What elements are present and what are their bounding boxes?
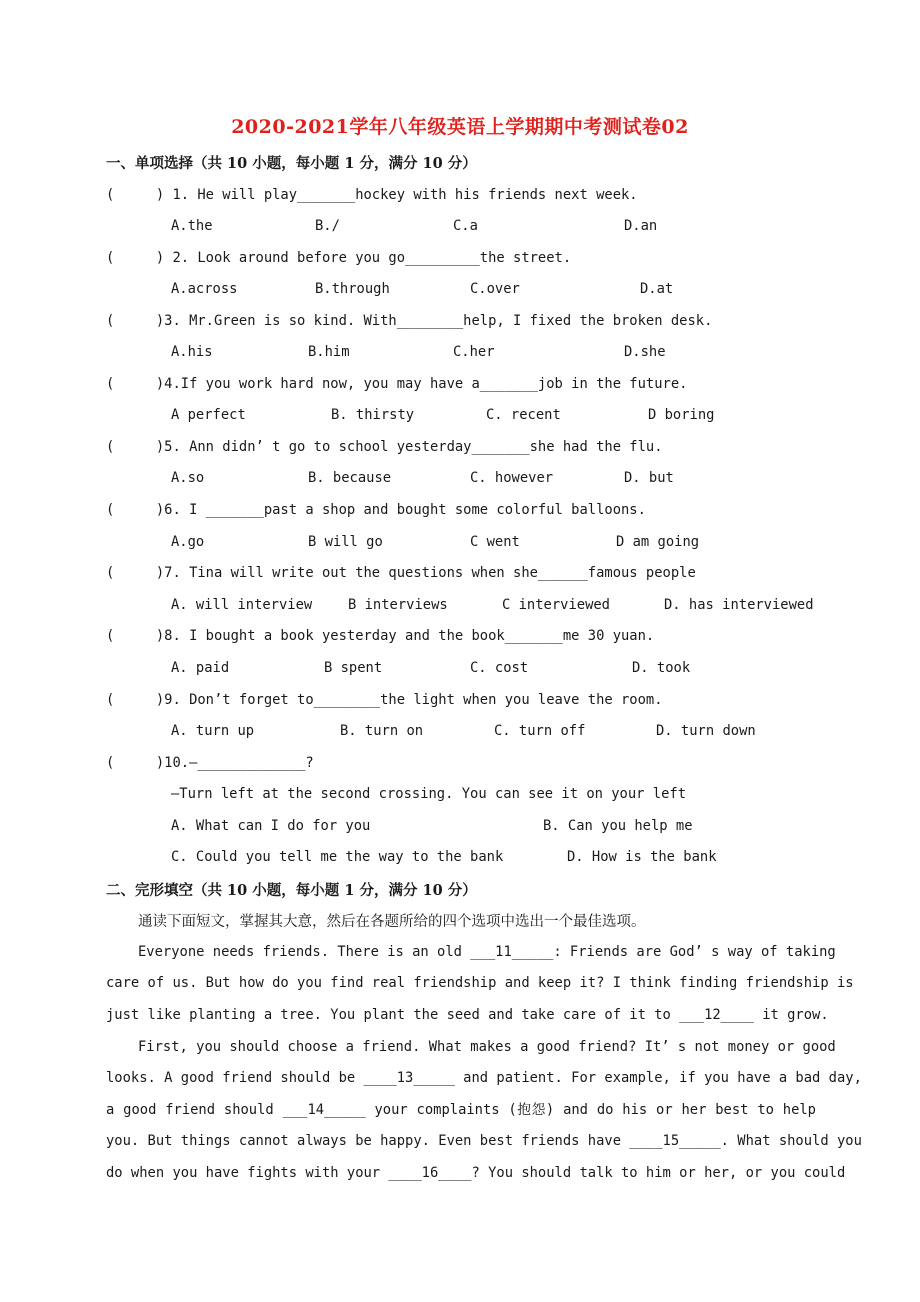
option-b: B./ [315,218,340,234]
option-b: B. turn on [340,723,424,739]
option-c: C. however [470,470,554,486]
question-stem: ( )7. Tina will write out the questions when she______famous people [106,565,696,581]
passage-line: just like planting a tree. You plant the seed and take care of it to ___12____ it grow. [106,1007,829,1023]
option-a: A.go [171,534,205,550]
passage-line: looks. A good friend should be ____13_____ and patient. For example, if you have a bad day, [106,1070,862,1086]
question-stem: ( )8. I bought a book yesterday and the book_______me 30 yuan. [106,628,655,644]
question-stem: ( )10.—_____________? [106,755,314,771]
option-a: A. What can I do for you [171,818,371,834]
option-d: D. but [624,470,674,486]
passage-line: a good friend should ___14_____ your complaints (抱怨) and do his or her best to help [106,1102,816,1118]
question-stem: ( )9. Don’t forget to________the light when you leave the room. [106,692,663,708]
option-c: C. turn off [494,723,586,739]
option-a: A perfect [171,407,246,423]
option-d: D. How is the bank [567,849,717,865]
option-b: B will go [308,534,383,550]
option-c: C went [470,534,520,550]
option-b: B.through [315,281,390,297]
passage-line: First, you should choose a friend. What makes a good friend? It’ s not money or good [138,1039,836,1055]
passage-line: Everyone needs friends. There is an old ___11_____: Friends are God’ s way of taking [138,944,836,960]
option-a: A.his [171,344,213,360]
option-a: A.the [171,218,213,234]
question-stem: ( )5. Ann didn’ t go to school yesterday_______she had the flu. [106,439,663,455]
option-b: B interviews [348,597,448,613]
option-c: C interviewed [502,597,610,613]
section-2-heading: 二、完形填空（共 10 小题，每小题 1 分，满分 10 分） [106,882,477,899]
option-d: D boring [648,407,715,423]
option-a: A. turn up [171,723,255,739]
option-d: D.she [624,344,666,360]
option-b: B. thirsty [331,407,415,423]
option-b: B.him [308,344,350,360]
question-stem: ( )3. Mr.Green is so kind. With________help, I fixed the broken desk. [106,313,713,329]
option-c: C. recent [486,407,561,423]
option-d: D. turn down [656,723,756,739]
option-d: D.at [640,281,674,297]
option-d: D. took [632,660,691,676]
passage-line: care of us. But how do you find real friendship and keep it? I think finding friendship is [106,975,854,991]
option-a: A.across [171,281,238,297]
option-c: C. cost [470,660,529,676]
option-a: A.so [171,470,205,486]
section-2-intro: 通读下面短文，掌握其大意，然后在各题所给的四个选项中选出一个最佳选项。 [138,914,646,930]
question-stem: ( ) 1. He will play_______hockey with his friends next week. [106,187,638,203]
question-stem: ( )6. I _______past a shop and bought some colorful balloons. [106,502,646,518]
option-c: C.over [470,281,520,297]
option-a: A. paid [171,660,230,676]
option-b: B. because [308,470,392,486]
passage-line: do when you have fights with your ____16____? You should talk to him or her, or you could [106,1165,846,1181]
option-c: C.a [453,218,478,234]
option-b: B spent [324,660,383,676]
option-a: A. will interview [171,597,313,613]
passage-line: you. But things cannot always be happy. Even best friends have ____15_____. What should you [106,1133,862,1149]
question-stem: ( ) 2. Look around before you go_________the street. [106,250,572,266]
page-title: 2020-2021学年八年级英语上学期期中考测试卷02 [231,116,689,138]
option-c: C. Could you tell me the way to the bank [171,849,504,865]
question-stem: ( )4.If you work hard now, you may have a_______job in the future. [106,376,688,392]
option-d: D am going [616,534,700,550]
option-d: D. has interviewed [664,597,814,613]
option-c: C.her [453,344,495,360]
option-d: D.an [624,218,658,234]
section-1-heading: 一、单项选择（共 10 小题，每小题 1 分，满分 10 分） [106,155,477,172]
option-b: B. Can you help me [543,818,693,834]
dialog-line: —Turn left at the second crossing. You can see it on your left [171,786,686,802]
